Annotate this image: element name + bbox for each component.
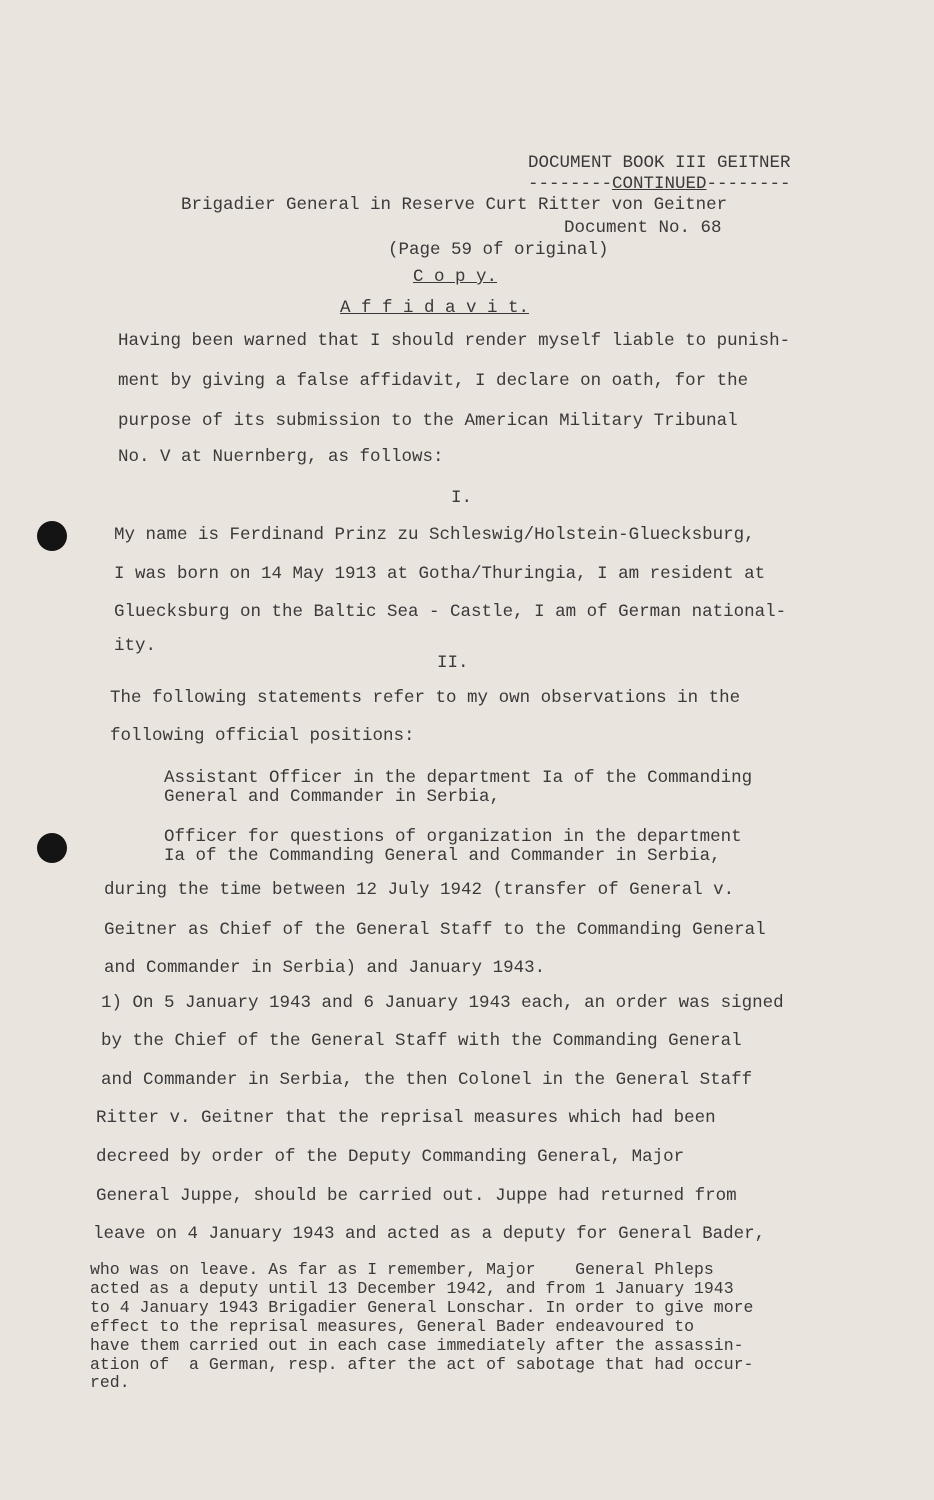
subject-line: Brigadier General in Reserve Curt Ritter von Geitner: [181, 195, 728, 215]
punch-hole-lower: [37, 833, 67, 863]
continuation-line: to 4 January 1943 Brigadier General Lonschar. In order to give more: [90, 1298, 754, 1317]
continuation-line: acted as a deputy until 13 December 1942, and from 1 January 1943: [90, 1279, 734, 1298]
section-numeral-ii: II.: [437, 653, 469, 673]
intro-line: ment by giving a false affidavit, I declare on oath, for the: [118, 371, 749, 391]
position-1-line: Assistant Officer in the department Ia of the Commanding: [164, 768, 753, 788]
position-2-line: Ia of the Commanding General and Commander in Serbia,: [164, 846, 721, 866]
continuation-line: ation of a German, resp. after the act of sabotage that had occur-: [90, 1355, 754, 1374]
punch-hole-upper: [37, 521, 67, 551]
point1-line: by the Chief of the General Staff with the Commanding General: [101, 1031, 742, 1051]
affidavit-title: A f f i d a v i t.: [340, 298, 530, 318]
point1-line: decreed by order of the Deputy Commanding General, Major: [96, 1147, 685, 1167]
continuation-line: effect to the reprisal measures, General Bader endeavoured to: [90, 1317, 694, 1336]
period-line: Geitner as Chief of the General Staff to the Commanding General: [104, 920, 766, 940]
document-number: Document No. 68: [564, 218, 722, 238]
continuation-line: red.: [90, 1373, 130, 1392]
point1-line: 1) On 5 January 1943 and 6 January 1943 each, an order was signed: [101, 993, 784, 1013]
position-1-line: General and Commander in Serbia,: [164, 787, 501, 807]
section1-line: My name is Ferdinand Prinz zu Schleswig/Holstein-Gluecksburg,: [114, 525, 755, 545]
continuation-line: who was on leave. As far as I remember, Major General Phleps: [90, 1260, 714, 1279]
section1-line: ity.: [114, 636, 157, 656]
page-reference: (Page 59 of original): [388, 240, 609, 260]
point1-line: leave on 4 January 1943 and acted as a deputy for General Bader,: [93, 1224, 766, 1244]
point1-line: General Juppe, should be carried out. Juppe had returned from: [96, 1186, 737, 1206]
period-line: and Commander in Serbia) and January 1943.: [104, 958, 546, 978]
section-numeral-i: I.: [451, 488, 473, 508]
point1-line: and Commander in Serbia, the then Colonel in the General Staff: [101, 1070, 753, 1090]
intro-line: purpose of its submission to the American Military Tribunal: [118, 411, 738, 431]
period-line: during the time between 12 July 1942 (transfer of General v.: [104, 880, 735, 900]
point1-line: Ritter v. Geitner that the reprisal measures which had been: [96, 1108, 716, 1128]
continued-label: --------CONTINUED--------: [528, 174, 791, 194]
section2-line: following official positions:: [110, 726, 415, 746]
position-2-line: Officer for questions of organization in the department: [164, 827, 742, 847]
section1-line: I was born on 14 May 1913 at Gotha/Thuringia, I am resident at: [114, 564, 766, 584]
continuation-line: have them carried out in each case immediately after the assassin-: [90, 1336, 744, 1355]
copy-heading: C o p y.: [413, 267, 498, 287]
intro-line: No. V at Nuernberg, as follows:: [118, 447, 444, 467]
document-book-label: DOCUMENT BOOK III GEITNER: [528, 153, 791, 173]
section2-line: The following statements refer to my own observations in the: [110, 688, 741, 708]
section1-line: Gluecksburg on the Baltic Sea - Castle, I am of German national-: [114, 602, 787, 622]
intro-line: Having been warned that I should render myself liable to punish-: [118, 331, 791, 351]
